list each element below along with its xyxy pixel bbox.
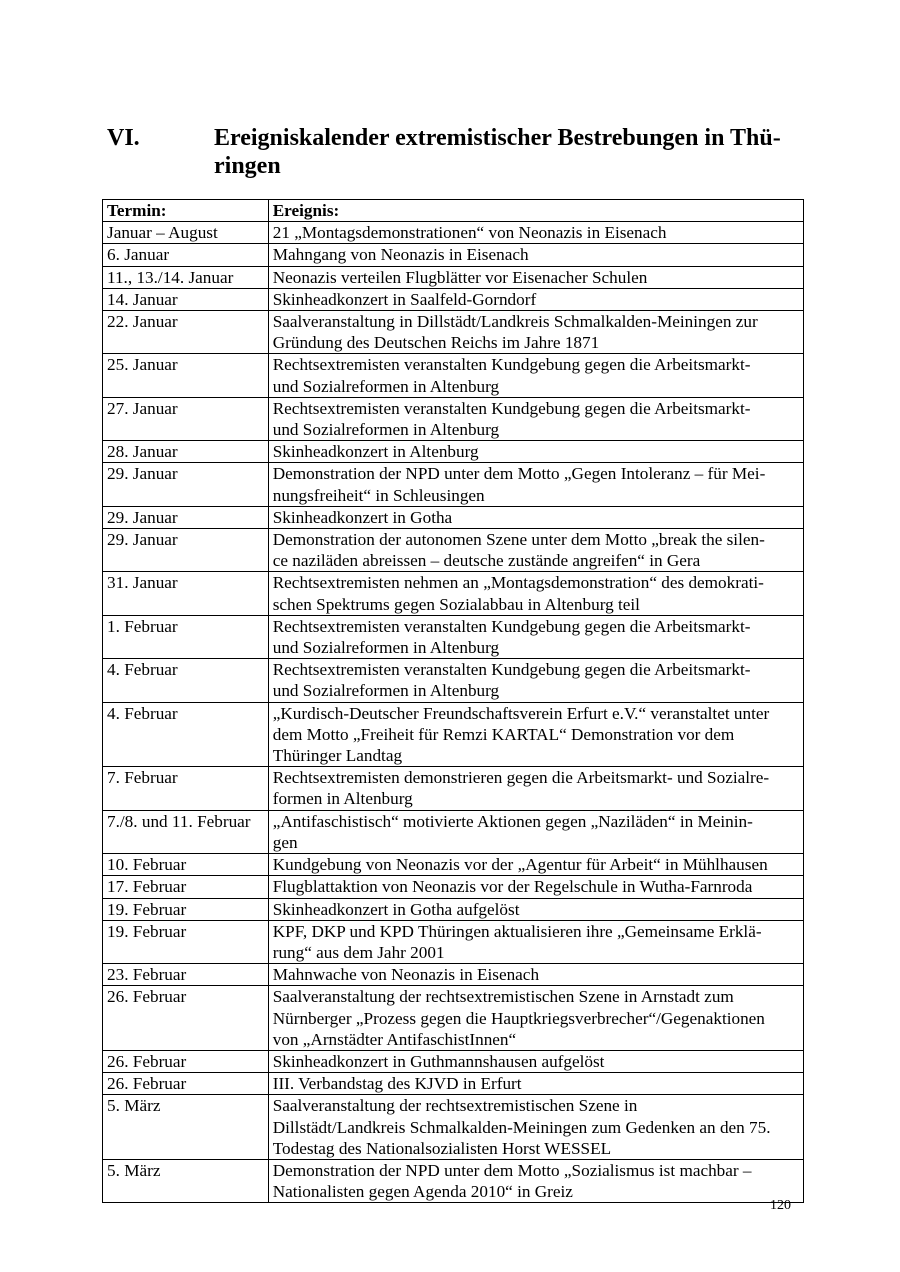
event-description-cell: [268, 441, 803, 463]
event-description-cell: [268, 222, 803, 244]
event-description-line: Rechtsextremisten veranstalten Kundgebung gegen die Arbeitsmarkt-: [272, 660, 751, 680]
event-date-cell: 4. Februar: [103, 659, 269, 702]
event-description-line: Thüringer Landtag: [272, 746, 403, 766]
event-description-line: Skinheadkonzert in Guthmannshausen aufgelöst: [272, 1051, 605, 1071]
event-description-cell: [268, 354, 803, 397]
event-description-line: Nationalisten gegen Agenda 2010“ in Greiz: [272, 1182, 573, 1202]
event-description-line: Skinheadkonzert in Gotha aufgelöst: [272, 899, 520, 919]
event-description-cell: [268, 266, 803, 288]
event-description-line: schen Spektrums gegen Sozialabbau in Altenburg teil: [272, 594, 640, 614]
event-description-line: Rechtsextremisten demonstrieren gegen die Arbeitsmarkt- und Sozialre-: [272, 768, 770, 788]
table-header-row: [103, 200, 804, 222]
event-date-cell: 7. Februar: [103, 767, 269, 810]
event-description-line: ce naziläden abreissen – deutsche zustände angreifen“ in Gera: [272, 551, 701, 571]
event-date-cell: 22. Januar: [103, 311, 269, 354]
table-row: [103, 702, 804, 767]
event-description-cell: [268, 288, 803, 310]
event-date-cell: 29. Januar: [103, 463, 269, 506]
table-body: [103, 222, 804, 1203]
event-description-line: Rechtsextremisten veranstalten Kundgebung gegen die Arbeitsmarkt-: [272, 355, 751, 375]
table-row: [103, 463, 804, 506]
table-row: [103, 767, 804, 810]
event-description-cell: [268, 397, 803, 440]
event-date-cell: 28. Januar: [103, 441, 269, 463]
event-date-cell: 10. Februar: [103, 854, 269, 876]
event-date-cell: 27. Januar: [103, 397, 269, 440]
event-description-line: nungsfreiheit“ in Schleusingen: [272, 485, 485, 505]
table-row: [103, 898, 804, 920]
event-description-cell: [268, 854, 803, 876]
table-row: [103, 572, 804, 615]
event-date-cell: 23. Februar: [103, 964, 269, 986]
event-description-line: Kundgebung von Neonazis vor der „Agentur für Arbeit“ in Mühlhausen: [272, 855, 768, 875]
event-description-cell: [268, 898, 803, 920]
event-description-line: Demonstration der NPD unter dem Motto „Sozialismus ist machbar –: [272, 1160, 752, 1180]
table-row: [103, 244, 804, 266]
event-date-cell: 7./8. und 11. Februar: [103, 810, 269, 853]
event-description-line: „Antifaschistisch“ motivierte Aktionen gegen „Naziläden“ in Meinin-: [272, 811, 753, 831]
event-description-line: Gründung des Deutschen Reichs im Jahre 1871: [272, 333, 600, 353]
event-description-line: „Kurdisch-Deutscher Freundschaftsverein Erfurt e.V.“ veranstaltet unter: [272, 703, 770, 723]
event-description-line: KPF, DKP und KPD Thüringen aktualisieren ihre „Gemeinsame Erklä-: [272, 921, 762, 941]
event-description-line: Flugblattaktion von Neonazis vor der Regelschule in Wutha-Farnroda: [272, 877, 753, 897]
event-date-cell: 19. Februar: [103, 920, 269, 963]
event-description-line: und Sozialreformen in Altenburg: [272, 376, 500, 396]
table-row: [103, 397, 804, 440]
table-row: [103, 288, 804, 310]
event-description-cell: [268, 810, 803, 853]
event-description-cell: [268, 572, 803, 615]
event-date-cell: 1. Februar: [103, 615, 269, 658]
event-description-line: Rechtsextremisten veranstalten Kundgebung gegen die Arbeitsmarkt-: [272, 398, 751, 418]
event-date-cell: 31. Januar: [103, 572, 269, 615]
event-description-line: formen in Altenburg: [272, 789, 413, 809]
event-description-line: Saalveranstaltung in Dillstädt/Landkreis Schmalkalden-Meiningen zur: [272, 312, 758, 332]
event-date-cell: 17. Februar: [103, 876, 269, 898]
event-description-cell: [268, 920, 803, 963]
section-title-line-1: Ereigniskalender extremistischer Bestrebungen in Thü-: [214, 125, 781, 151]
event-description-cell: [268, 244, 803, 266]
table-row: [103, 441, 804, 463]
event-description-line: Neonazis verteilen Flugblätter vor Eisenacher Schulen: [272, 267, 648, 287]
event-date-cell: 26. Februar: [103, 986, 269, 1051]
table-row: [103, 986, 804, 1051]
event-description-line: Skinheadkonzert in Altenburg: [272, 442, 479, 462]
event-description-line: Rechtsextremisten nehmen an „Montagsdemonstration“ des demokrati-: [272, 573, 764, 593]
event-date-cell: 19. Februar: [103, 898, 269, 920]
table-row: [103, 529, 804, 572]
event-description-line: Rechtsextremisten veranstalten Kundgebung gegen die Arbeitsmarkt-: [272, 616, 751, 636]
event-description-line: Mahngang von Neonazis in Eisenach: [272, 245, 529, 265]
event-date-cell: 26. Februar: [103, 1050, 269, 1072]
table-row: [103, 311, 804, 354]
table-row: [103, 854, 804, 876]
event-date-cell: Januar – August: [103, 222, 269, 244]
event-description-line: dem Motto „Freiheit für Remzi KARTAL“ Demonstration vor dem: [272, 724, 735, 744]
event-description-line: von „Arnstädter AntifaschistInnen“: [272, 1029, 517, 1049]
event-description-cell: [268, 463, 803, 506]
event-description-cell: [268, 986, 803, 1051]
event-description-line: Demonstration der NPD unter dem Motto „Gegen Intoleranz – für Mei-: [272, 464, 766, 484]
event-description-line: III. Verbandstag des KJVD in Erfurt: [272, 1074, 522, 1094]
event-description-line: Saalveranstaltung der rechtsextremistischen Szene in Arnstadt zum: [272, 987, 734, 1007]
event-description-cell: [268, 659, 803, 702]
column-header-date: Termin:: [103, 200, 269, 222]
event-date-cell: 5. März: [103, 1095, 269, 1160]
table-row: [103, 1159, 804, 1202]
event-description-line: und Sozialreformen in Altenburg: [272, 681, 500, 701]
event-description-cell: [268, 1095, 803, 1160]
event-date-cell: 14. Januar: [103, 288, 269, 310]
event-date-cell: 29. Januar: [103, 529, 269, 572]
table-row: [103, 266, 804, 288]
section-number: VI.: [107, 125, 140, 151]
table-row: [103, 659, 804, 702]
event-description-cell: [268, 615, 803, 658]
table-row: [103, 615, 804, 658]
section-title: [214, 124, 804, 180]
event-description-cell: [268, 529, 803, 572]
table-row: [103, 222, 804, 244]
event-description-line: Mahnwache von Neonazis in Eisenach: [272, 965, 540, 985]
event-date-cell: 29. Januar: [103, 506, 269, 528]
event-description-cell: [268, 702, 803, 767]
event-description-cell: [268, 876, 803, 898]
column-header-event: Ereignis:: [268, 200, 803, 222]
event-description-line: 21 „Montagsdemonstrationen“ von Neonazis in Eisenach: [272, 223, 667, 243]
event-description-line: Skinheadkonzert in Gotha: [272, 507, 453, 527]
event-date-cell: 26. Februar: [103, 1073, 269, 1095]
page-number: 120: [770, 1198, 791, 1213]
table-row: [103, 1073, 804, 1095]
event-date-cell: 5. März: [103, 1159, 269, 1202]
event-description-cell: [268, 1159, 803, 1202]
event-description-line: gen: [272, 832, 298, 852]
event-description-cell: [268, 1073, 803, 1095]
table-row: [103, 876, 804, 898]
event-description-cell: [268, 964, 803, 986]
event-description-line: Todestag des Nationalsozialisten Horst WESSEL: [272, 1138, 612, 1158]
event-description-line: Dillstädt/Landkreis Schmalkalden-Meiningen zum Gedenken an den 75.: [272, 1117, 771, 1137]
table-row: [103, 964, 804, 986]
event-description-cell: [268, 506, 803, 528]
table-row: [103, 1095, 804, 1160]
event-date-cell: 4. Februar: [103, 702, 269, 767]
event-description-cell: [268, 311, 803, 354]
event-description-cell: [268, 767, 803, 810]
table-row: [103, 1050, 804, 1072]
event-description-cell: [268, 1050, 803, 1072]
event-description-line: rung“ aus dem Jahr 2001: [272, 942, 445, 962]
event-description-line: Skinheadkonzert in Saalfeld-Gorndorf: [272, 289, 537, 309]
event-description-line: Demonstration der autonomen Szene unter dem Motto „break the silen-: [272, 530, 765, 550]
event-date-cell: 25. Januar: [103, 354, 269, 397]
table-row: [103, 810, 804, 853]
event-description-line: Nürnberger „Prozess gegen die Hauptkriegsverbrecher“/Gegenaktionen: [272, 1008, 765, 1028]
table-row: [103, 354, 804, 397]
event-description-line: und Sozialreformen in Altenburg: [272, 638, 500, 658]
table-row: [103, 506, 804, 528]
event-calendar-table: [102, 199, 804, 1203]
event-date-cell: 11., 13./14. Januar: [103, 266, 269, 288]
event-description-line: Saalveranstaltung der rechtsextremistischen Szene in: [272, 1096, 638, 1116]
table-row: [103, 920, 804, 963]
section-title-line-2: ringen: [214, 153, 281, 179]
event-description-line: und Sozialreformen in Altenburg: [272, 420, 500, 440]
event-date-cell: 6. Januar: [103, 244, 269, 266]
